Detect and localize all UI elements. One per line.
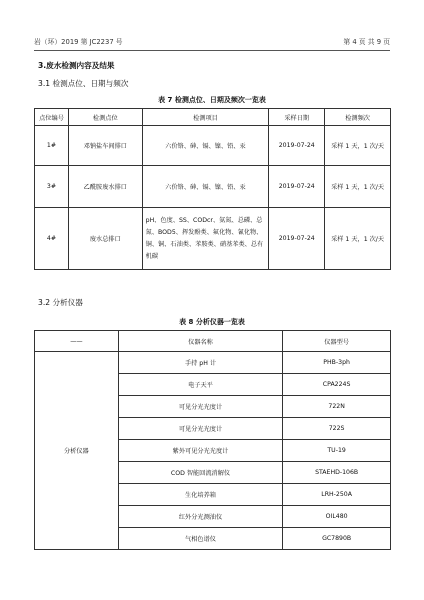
point-id: 4# bbox=[35, 208, 69, 270]
instrument-name: 可见分光光度计 bbox=[118, 418, 282, 440]
instrument-name: 紫外可见分光光度计 bbox=[118, 440, 282, 462]
point-name: 乙酰胺废水排口 bbox=[68, 166, 142, 208]
sampling-date: 2019-07-24 bbox=[269, 126, 325, 166]
detection-points-table bbox=[34, 108, 391, 270]
point-name: 邓钠盐车间排口 bbox=[68, 126, 142, 166]
test-items: pH、色度、SS、CODcr、氨氮、总磷、总氮、BOD5、挥发酚类、氟化物、氰化物、铜、铜、石油类、苯胺类、硝基苯类、总有机碳 bbox=[142, 208, 269, 270]
table8-caption: 表 8 分析仪器一览表 bbox=[179, 318, 245, 326]
instrument-model: PHB-3ph bbox=[283, 352, 391, 374]
col-header: 采样日期 bbox=[269, 109, 325, 126]
instrument-name: COD 智能回流消解仪 bbox=[118, 462, 282, 484]
test-items: 六价铬、砷、镉、镍、铅、汞 bbox=[142, 166, 269, 208]
col-header: 检测点位 bbox=[68, 109, 142, 126]
instrument-model: GC7890B bbox=[283, 528, 391, 550]
table-header-row bbox=[35, 109, 391, 126]
frequency: 采样 1 天，1 次/天 bbox=[325, 126, 391, 166]
table-row bbox=[35, 208, 391, 270]
col-header: 仪器名称 bbox=[118, 331, 282, 352]
instrument-model: CPA224S bbox=[283, 374, 391, 396]
frequency: 采样 1 天，1 次/天 bbox=[325, 208, 391, 270]
instrument-model: 722N bbox=[283, 396, 391, 418]
col-header: 检测频次 bbox=[325, 109, 391, 126]
instrument-name: 气相色谱仪 bbox=[118, 528, 282, 550]
instrument-category: 分析仪器 bbox=[35, 352, 119, 550]
subsection-3-1: 3.1 检测点位、日期与频次 bbox=[38, 79, 129, 88]
col-header: 仪器型号 bbox=[283, 331, 391, 352]
table7-caption: 表 7 检测点位、日期及频次一览表 bbox=[158, 96, 266, 104]
header-rule bbox=[34, 50, 390, 51]
instrument-model: LRH-250A bbox=[283, 484, 391, 506]
frequency: 采样 1 天，1 次/天 bbox=[325, 166, 391, 208]
table-header-row bbox=[35, 331, 391, 352]
page-header bbox=[34, 36, 390, 48]
instrument-name: 手持 pH 计 bbox=[118, 352, 282, 374]
instrument-model: OIL480 bbox=[283, 506, 391, 528]
instrument-table bbox=[34, 330, 391, 550]
point-id: 3# bbox=[35, 166, 69, 208]
point-name: 废水总排口 bbox=[68, 208, 142, 270]
instrument-name: 生化培养箱 bbox=[118, 484, 282, 506]
point-id: 1# bbox=[35, 126, 69, 166]
instrument-name: 红外分光测油仪 bbox=[118, 506, 282, 528]
col-header: 检测项目 bbox=[142, 109, 269, 126]
col-header: 点位编号 bbox=[35, 109, 69, 126]
instrument-model: STAEHD-106B bbox=[283, 462, 391, 484]
instrument-model: 722S bbox=[283, 418, 391, 440]
table-row bbox=[35, 166, 391, 208]
subsection-3-2: 3.2 分析仪器 bbox=[38, 298, 83, 307]
report-id: 岩（环）2019 第 JC2237 号 bbox=[34, 38, 123, 46]
test-items: 六价铬、砷、镉、镍、铅、汞 bbox=[142, 126, 269, 166]
sampling-date: 2019-07-24 bbox=[269, 166, 325, 208]
section-title: 3.废水检测内容及结果 bbox=[38, 61, 115, 70]
table-row bbox=[35, 352, 391, 374]
col-header: —— bbox=[35, 331, 119, 352]
table-row bbox=[35, 126, 391, 166]
sampling-date: 2019-07-24 bbox=[269, 208, 325, 270]
instrument-name: 可见分光光度计 bbox=[118, 396, 282, 418]
instrument-model: TU-19 bbox=[283, 440, 391, 462]
instrument-name: 电子天平 bbox=[118, 374, 282, 396]
page-number: 第 4 页 共 9 页 bbox=[343, 38, 390, 46]
